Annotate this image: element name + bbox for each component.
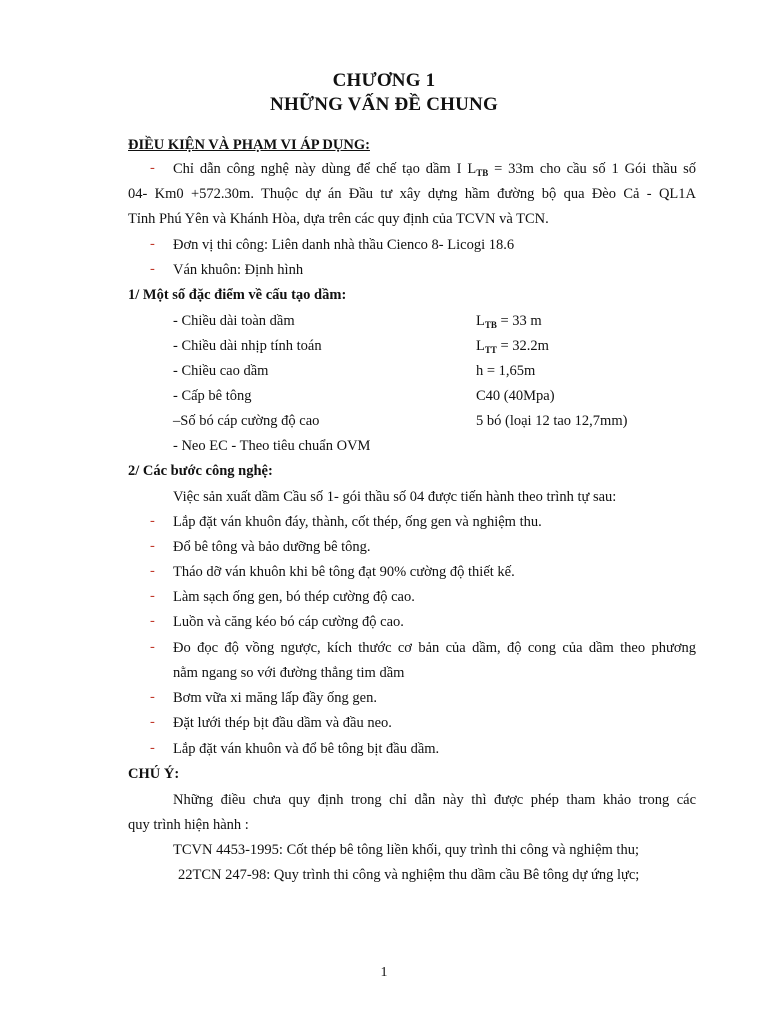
scope-item-1-text-a: Chỉ dẫn công nghệ này dùng để chế tạo dầm I L <box>173 161 477 177</box>
spec-label: - Chiều dài toàn dầm <box>173 313 295 329</box>
scope-item-2: Đơn vị thi công: Liên danh nhà thầu Cienco 8- Licogi 18.6 <box>173 237 515 253</box>
note-heading: CHÚ Ý: <box>128 766 180 782</box>
scope-item-3: Ván khuôn: Định hình <box>173 262 304 278</box>
bullet-dash: - <box>150 513 155 529</box>
note-line-1: Những điều chưa quy định trong chỉ dẫn này thì được phép tham khảo trong các <box>173 792 696 808</box>
step-item: Lắp đặt ván khuôn và đổ bê tông bịt đầu dầm. <box>173 741 440 757</box>
bullet-dash: - <box>150 639 155 655</box>
scope-heading: ĐIỀU KIỆN VÀ PHẠM VI ÁP DỤNG: <box>128 137 370 153</box>
page-number: 1 <box>380 965 388 980</box>
spec-value-sub: TB <box>484 320 497 330</box>
step-item: Đặt lưới thép bịt đầu dầm và đầu neo. <box>173 715 392 731</box>
step-item: Đo đọc độ vồng ngược, kích thước cơ bản của dầm, độ cong của dầm theo phương <box>173 640 696 656</box>
step-item: Làm sạch ống gen, bó thép cường độ cao. <box>173 589 415 605</box>
step-item: Tháo dỡ ván khuôn khi bê tông đạt 90% cường độ thiết kế. <box>173 564 515 580</box>
scope-item-1-sub: TB <box>476 168 489 178</box>
step-item: Lắp đặt ván khuôn đáy, thành, cốt thép, ống gen và nghiệm thu. <box>173 514 542 530</box>
spec-value-b: = 32.2m <box>496 338 549 354</box>
spec-label: - Cấp bê tông <box>173 388 252 404</box>
spec-value-b: = 33 m <box>496 313 542 329</box>
scope-item-1-line-2: 04- Km0 +572.30m. Thuộc dự án Đầu tư xây dựng hầm đường bộ qua Đèo Cả - QL1A <box>128 186 696 202</box>
bullet-dash: - <box>150 538 155 554</box>
spec-value: 5 bó (loại 12 tao 12,7mm) <box>476 413 628 429</box>
chapter-label: CHƯƠNG 1 <box>332 70 436 91</box>
step-item-continuation: nằm ngang so với đường thẳng tim dầm <box>173 665 405 681</box>
bullet-dash: - <box>150 689 155 705</box>
bullet-dash: - <box>150 236 155 252</box>
scope-item-1-text-b: = 33m cho cầu số 1 Gói thầu số <box>488 161 696 177</box>
spec-label: - Neo EC - Theo tiêu chuẩn OVM <box>173 438 371 454</box>
bullet-dash: - <box>150 714 155 730</box>
spec-value-sub: TT <box>484 345 497 355</box>
step-item: Bơm vữa xi măng lấp đầy ống gen. <box>173 690 377 706</box>
spec-value: C40 (40Mpa) <box>476 388 555 404</box>
section-2-intro: Việc sản xuất dầm Cầu số 1- gói thầu số 04 được tiến hành theo trình tự sau: <box>173 489 617 505</box>
step-item: Luồn và căng kéo bó cáp cường độ cao. <box>173 614 404 630</box>
spec-value: h = 1,65m <box>476 363 536 379</box>
spec-label: –Số bó cáp cường độ cao <box>173 413 320 429</box>
section-1-heading: 1/ Một số đặc điểm về cấu tạo dầm: <box>128 287 347 303</box>
note-reference-1: TCVN 4453-1995: Cốt thép bê tông liền khối, quy trình thi công và nghiệm thu; <box>173 842 639 858</box>
note-reference-2: 22TCN 247-98: Quy trình thi công và nghiệm thu dầm cầu Bê tông dự ứng lực; <box>178 867 640 883</box>
chapter-title: NHỮNG VẤN ĐỀ CHUNG <box>270 94 498 115</box>
bullet-dash: - <box>150 261 155 277</box>
note-line-2: quy trình hiện hành : <box>128 817 249 833</box>
bullet-dash: - <box>150 160 155 176</box>
spec-value <box>476 312 542 334</box>
bullet-dash: - <box>150 563 155 579</box>
scope-item-1-line-3: Tỉnh Phú Yên và Khánh Hòa, dựa trên các quy định của TCVN và TCN. <box>128 211 549 227</box>
spec-value-a: L <box>476 338 485 354</box>
scope-item-1-line-1 <box>173 160 696 182</box>
spec-value <box>476 337 549 359</box>
step-item: Đổ bê tông và bảo dưỡng bê tông. <box>173 539 371 555</box>
spec-label: - Chiều cao dầm <box>173 363 269 379</box>
section-2-heading: 2/ Các bước công nghệ: <box>128 463 273 479</box>
bullet-dash: - <box>150 588 155 604</box>
bullet-dash: - <box>150 613 155 629</box>
spec-value-a: L <box>476 313 485 329</box>
bullet-dash: - <box>150 740 155 756</box>
spec-label: - Chiều dài nhịp tính toán <box>173 338 322 354</box>
